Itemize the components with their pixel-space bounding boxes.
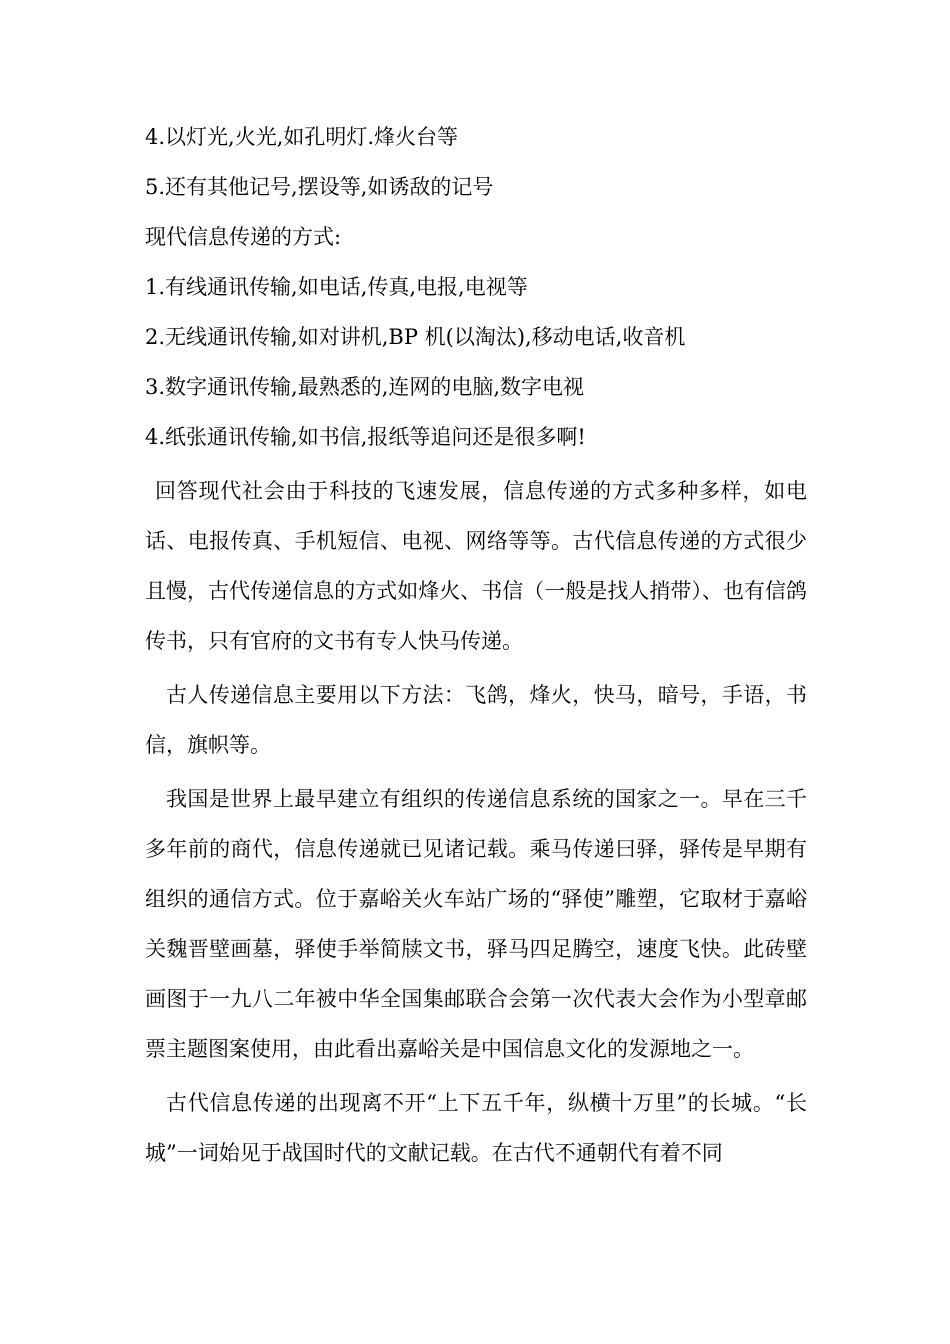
list-line-ancient-4: 4.以灯光,火光,如孔明灯.烽火台等	[145, 125, 459, 149]
paragraph-post-history: 我国是世界上最早建立有组织的传递信息系统的国家之一。早在三千多年前的商代，信息传递就已见诸记载。乘马传递曰驿，驿传是早期有组织的通信方式。位于嘉峪关火车站广场的“驿使”雕塑，它取材于嘉峪关魏晋壁画墓，驿使手举简牍文书，驿马四足腾空，速度飞快。此砖壁画图于一九八二年被中华全国集邮联合会第一次代表大会作为小型章邮票主题图案使用，由此看出嘉峪关是中国信息文化的发源地之一。	[145, 787, 807, 1061]
list-line-modern-1: 1.有线通讯传输,如电话,传真,电报,电视等	[145, 275, 528, 299]
document-body	[145, 112, 807, 1178]
list-line-modern-3: 3.数字通讯传输,最熟悉的,连网的电脑,数字电视	[145, 375, 585, 399]
paragraph-ancient-methods: 古人传递信息主要用以下方法：飞鸽，烽火，快马，暗号，手语，书信，旗帜等。	[145, 683, 807, 757]
list-line-modern-2: 2.无线通讯传输,如对讲机,BP 机(以淘汰),移动电话,收音机	[145, 325, 686, 349]
paragraph-answer: 回答现代社会由于科技的飞速发展，信息传递的方式多种多样，如电话、电报传真、手机短信、电视、网络等等。古代信息传递的方式很少且慢，古代传递信息的方式如烽火、书信（一般是找人捎带）、也有信鸽传书，只有官府的文书有专人快马传递。	[145, 479, 807, 653]
list-line-modern-4: 4.纸张通讯传输,如书信,报纸等追问还是很多啊!	[145, 425, 586, 449]
section-heading-modern: 现代信息传递的方式:	[145, 225, 342, 249]
list-line-ancient-5: 5.还有其他记号,摆设等,如诱敌的记号	[145, 175, 494, 199]
paragraph-great-wall: 古代信息传递的出现离不开“上下五千年，纵横十万里”的长城。“长城”一词始见于战国时代的文献记载。在古代不通朝代有着不同	[145, 1091, 807, 1165]
